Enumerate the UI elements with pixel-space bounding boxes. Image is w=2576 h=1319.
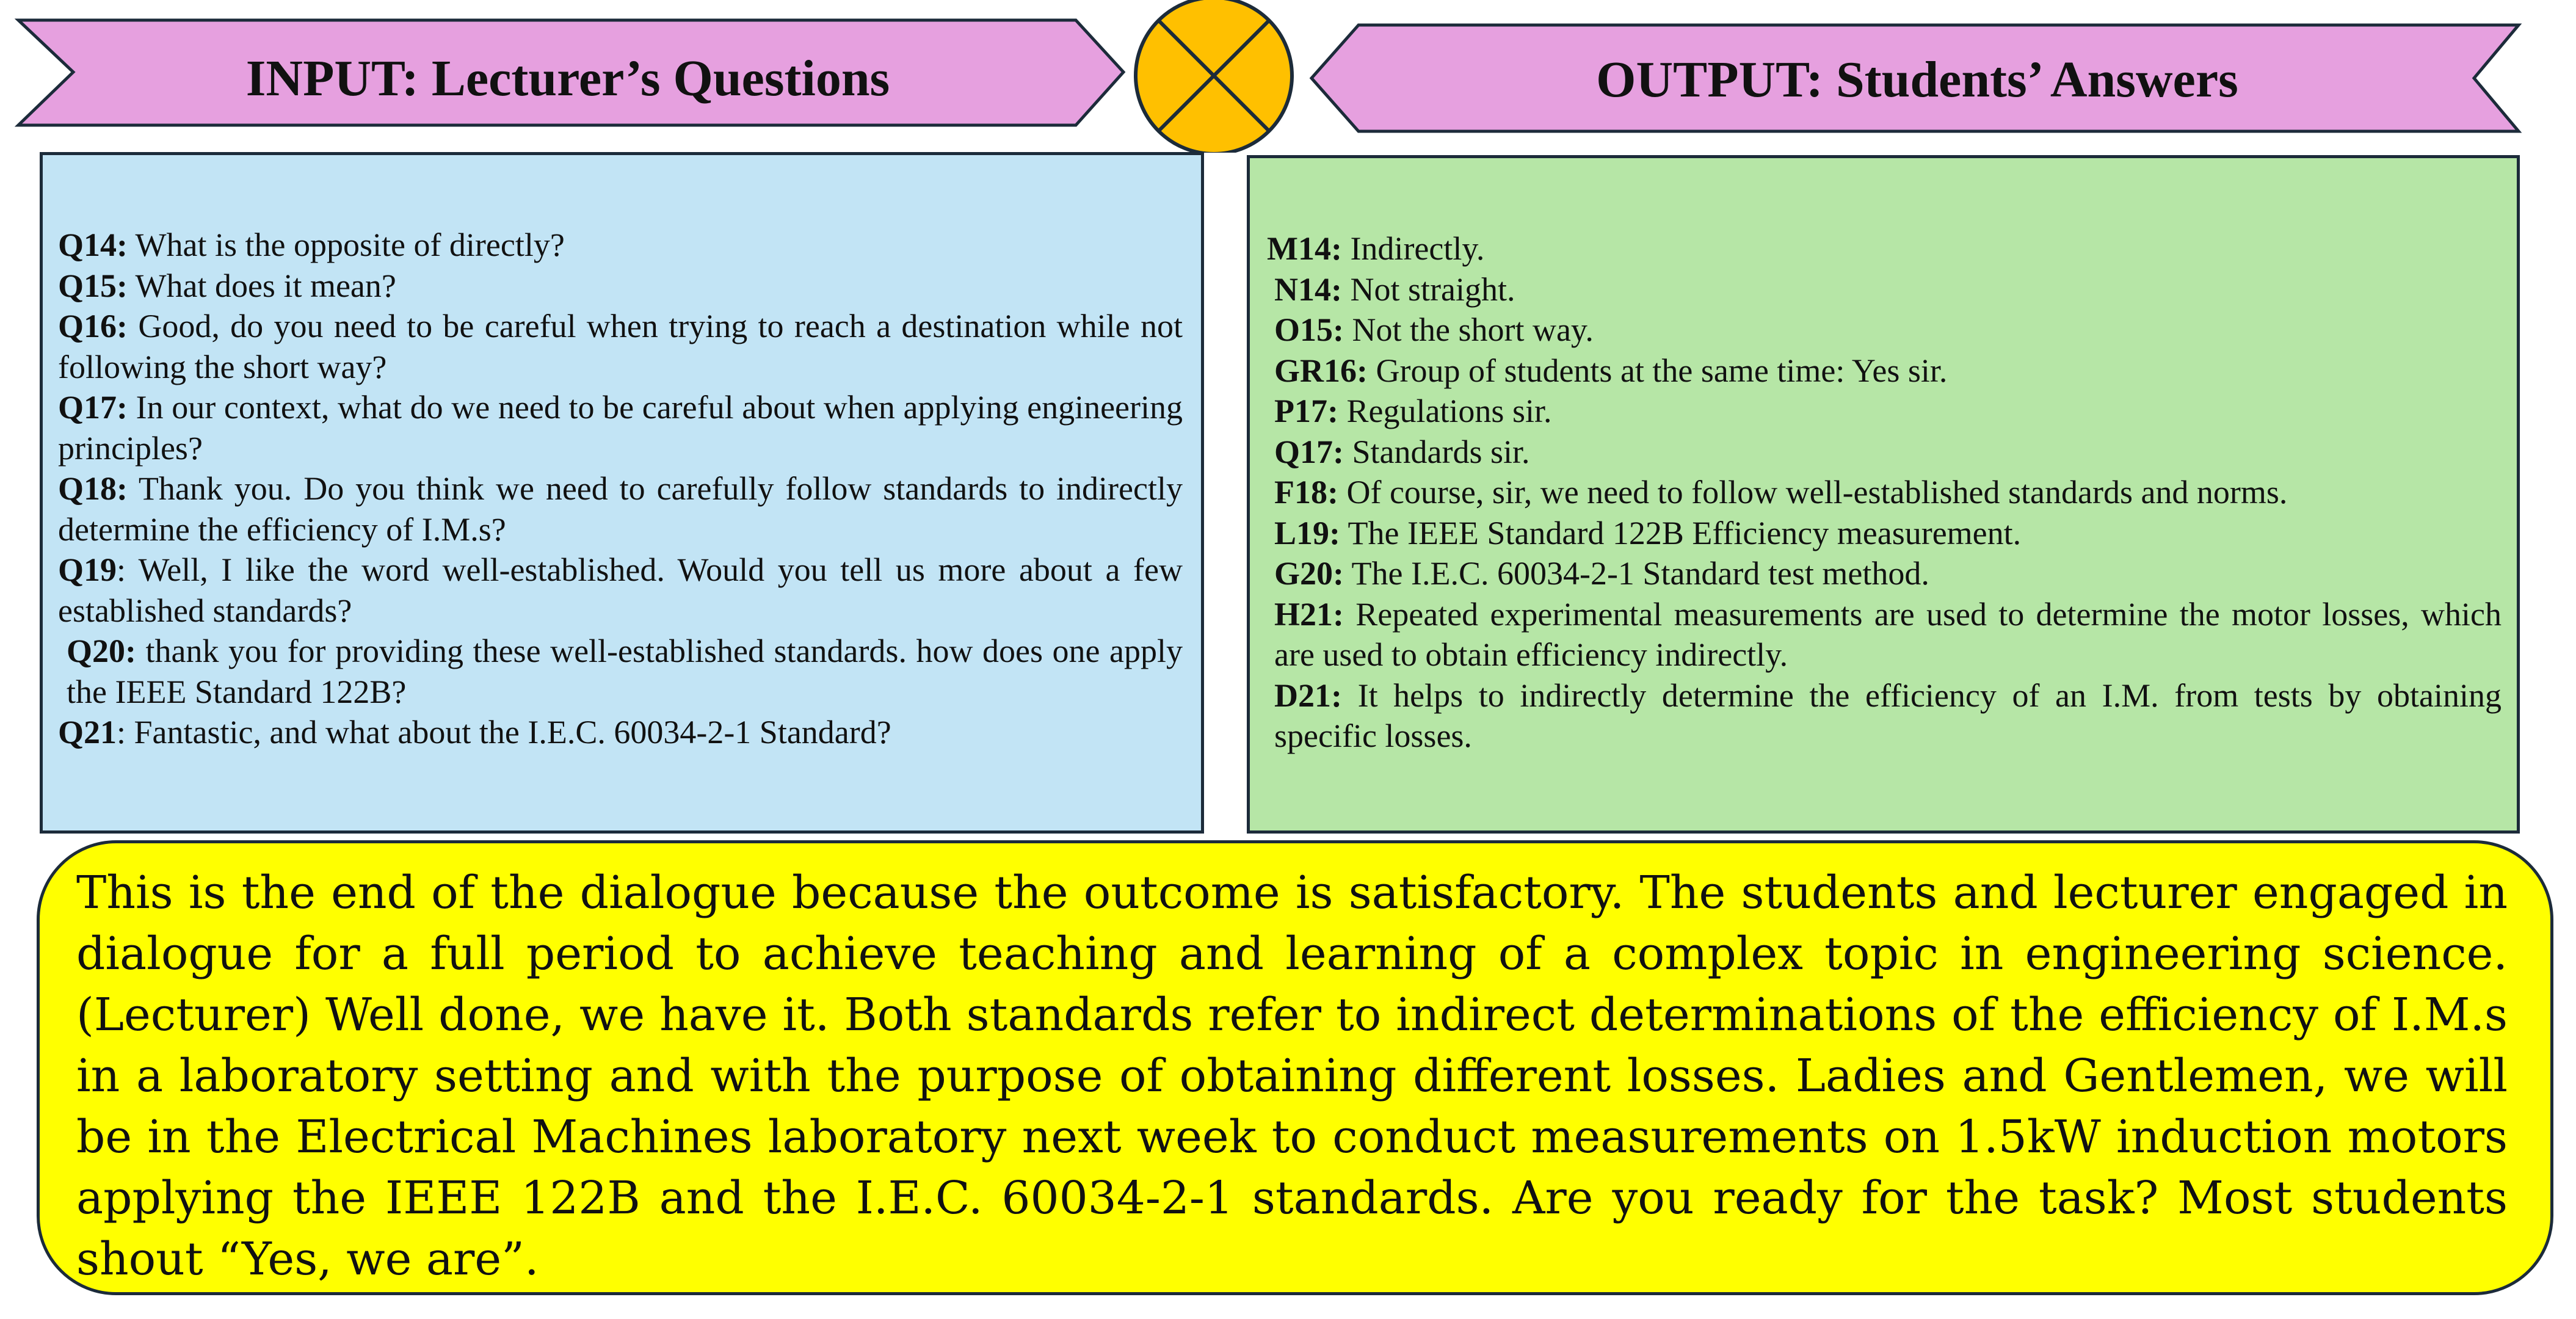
answer-item: N14: Not straight.	[1274, 271, 1515, 308]
answer-item: F18: Of course, sir, we need to follow well-established standards and norms.	[1274, 474, 2288, 511]
output-title: OUTPUT: Students’ Answers	[1596, 51, 2238, 108]
summary-box: This is the end of the dialogue because the outcome is satisfactory. The students and lecturer engaged in dialogue for a full period to achieve teaching and learning of a complex topic in engineering science. (Lecturer) Well done, we have it. Both standards refer to indirect determinations of the efficiency of I.M.s in a laboratory setting and with the purpose of obtaining different losses. Ladies and Gentlemen, we will be in the Electrical Machines laboratory next week to conduct measurements on 1.5kW induction motors applying the IEEE 122B and the I.E.C. 60034-2-1 standards. Are you ready for the task? Most students shout “Yes, we are”.	[37, 840, 2553, 1295]
question-item: Q14: What is the opposite of directly?	[58, 227, 565, 263]
answer-item: Q17: Standards sir.	[1274, 433, 1530, 470]
question-item: Q20: thank you for providing these well-established standards. how does one apply the IEEE Standard 122B?	[67, 633, 1183, 710]
question-item: Q16: Good, do you need to be careful when trying to reach a destination while not following the short way?	[58, 308, 1183, 385]
answer-item: H21: Repeated experimental measurements are used to determine the motor losses, which are used to obtain efficiency indirectly.	[1274, 595, 2502, 673]
answer-item: G20: The I.E.C. 60034-2-1 Standard test method.	[1274, 555, 1929, 592]
question-item: Q15: What does it mean?	[58, 267, 396, 304]
answer-item: D21: It helps to indirectly determine the efficiency of an I.M. from tests by obtaining specific losses.	[1274, 677, 2502, 754]
answer-item: P17: Regulations sir.	[1274, 393, 1552, 429]
answer-item: M14: Indirectly.	[1267, 230, 1485, 267]
question-item: Q17: In our context, what do we need to be careful about when applying engineering principles?	[58, 389, 1183, 467]
question-item: Q18: Thank you. Do you think we need to carefully follow standards to indirectly determine the efficiency of I.M.s?	[58, 470, 1183, 548]
question-item: Q19: Well, I like the word well-established. Would you tell us more about a few established standards?	[58, 551, 1183, 629]
question-list	[58, 225, 1183, 753]
x-circle-icon	[1136, 0, 1292, 153]
input-title: INPUT: Lecturer’s Questions	[245, 49, 890, 107]
answer-list	[1267, 228, 2502, 757]
question-item: Q21: Fantastic, and what about the I.E.C. 60034-2-1 Standard?	[58, 714, 891, 750]
answer-item: GR16: Group of students at the same time: Yes sir.	[1274, 352, 1948, 389]
answer-item: L19: The IEEE Standard 122B Efficiency measurement.	[1274, 514, 2022, 551]
answer-item: O15: Not the short way.	[1274, 311, 1594, 348]
